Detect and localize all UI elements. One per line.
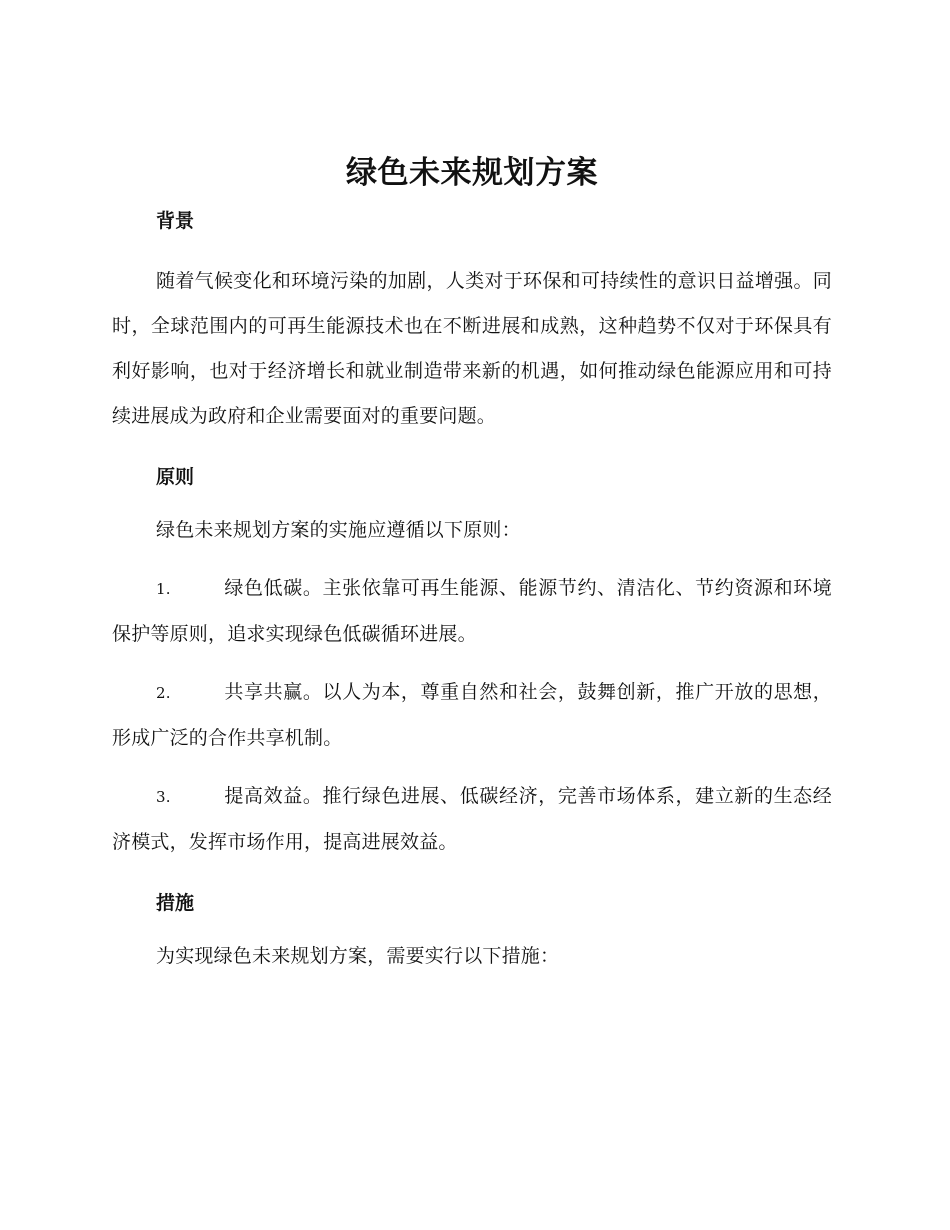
principle-text: 共享共赢。以人为本，尊重自然和社会，鼓舞创新，推广开放的思想，形成广泛的合作共享机制。 [112,681,832,749]
background-paragraph: 随着气候变化和环境污染的加剧，人类对于环保和可持续性的意识日益增强。同时，全球范围内的可再生能源技术也在不断进展和成熟，这种趋势不仅对于环保具有利好影响，也对于经济增长和就业制造带来新的机遇，如何推动绿色能源应用和可持续进展成为政府和企业需要面对的重要问题。 [112,270,832,427]
section-heading-background: 背景 [156,210,195,232]
document-title: 绿色未来规划方案 [346,155,598,191]
principle-item [112,566,832,657]
principle-text: 绿色低碳。主张依靠可再生能源、能源节约、清洁化、节约资源和环境保护等原则，追求实现绿色低碳循环进展。 [112,577,832,645]
section-heading-measures: 措施 [156,892,195,914]
principle-text: 提高效益。推行绿色进展、低碳经济，完善市场体系，建立新的生态经济模式，发挥市场作用，提高进展效益。 [112,785,832,853]
list-number: 1. [156,580,171,598]
measures-intro: 为实现绿色未来规划方案，需要实行以下措施： [156,945,560,967]
principles-intro: 绿色未来规划方案的实施应遵循以下原则： [156,519,521,541]
principle-item [112,670,832,761]
principle-item [112,774,832,865]
list-number: 3. [156,788,171,806]
section-heading-principles: 原则 [156,466,195,488]
document-page [112,148,832,979]
list-number: 2. [156,684,171,702]
